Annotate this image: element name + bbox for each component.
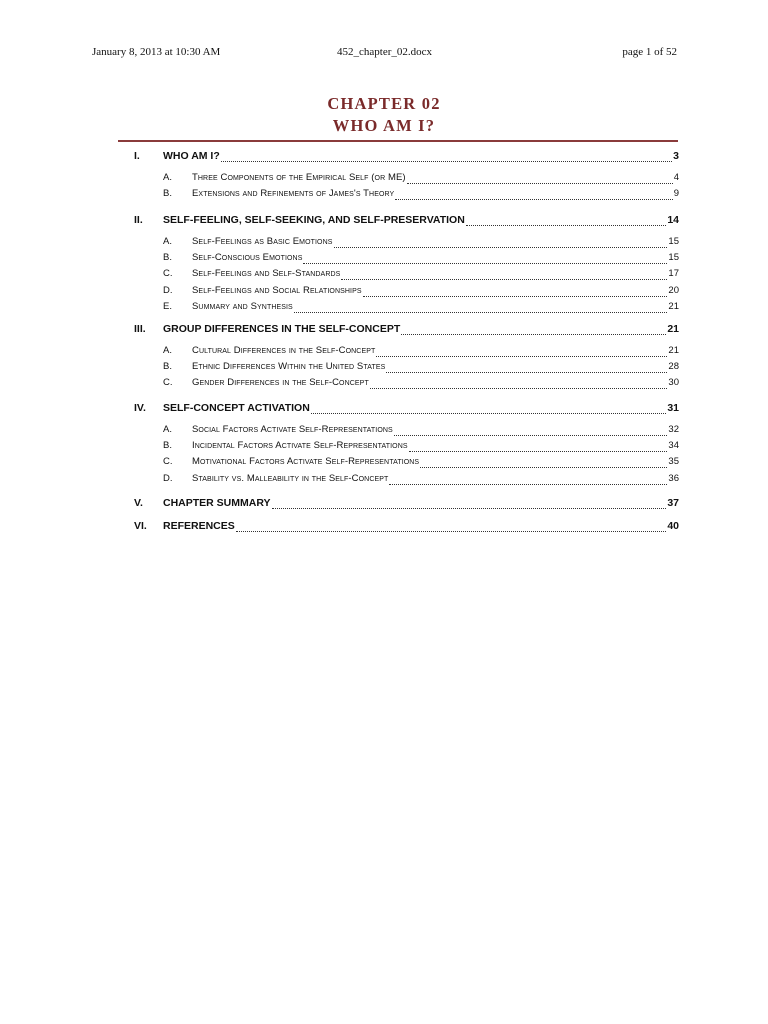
toc-section-row[interactable] <box>134 150 679 165</box>
toc-dot-leader <box>221 160 672 162</box>
toc-subsection-row[interactable] <box>163 456 679 471</box>
toc-dot-leader <box>311 412 667 414</box>
toc-subsection-letter: C. <box>163 377 173 389</box>
toc-subsection-letter: B. <box>163 440 172 452</box>
toc-section-title: WHO AM I? <box>163 150 220 162</box>
toc-dot-leader <box>420 466 667 468</box>
toc-section-title: SELF-CONCEPT ACTIVATION <box>163 402 310 414</box>
toc-dot-leader <box>363 295 668 297</box>
toc-dot-leader <box>370 387 668 389</box>
toc-subsection-letter: A. <box>163 236 172 247</box>
toc-subsection-row[interactable] <box>163 377 679 392</box>
toc-subsection-page: 35 <box>668 456 679 468</box>
toc-dot-leader <box>409 450 668 452</box>
toc-subsection-letter: A. <box>163 424 172 435</box>
toc-subsection-letter: D. <box>163 284 173 296</box>
toc-section-number: VI. <box>134 520 147 532</box>
toc-subsection-title: Incidental Factors Activate Self-Representations <box>192 440 408 452</box>
toc-dot-leader <box>376 355 667 357</box>
toc-subsection-title: Three Components of the Empirical Self (or ME) <box>192 172 406 183</box>
toc-section-number: I. <box>134 150 140 162</box>
toc-subsection-row[interactable] <box>163 236 679 251</box>
toc-subsection-page: 32 <box>668 424 679 435</box>
toc-subsection-letter: B. <box>163 361 172 373</box>
toc-subsection-page: 9 <box>673 188 679 200</box>
toc-section-title: REFERENCES <box>163 520 235 532</box>
toc-section-title: GROUP DIFFERENCES IN THE SELF-CONCEPT <box>163 323 401 335</box>
toc-subsection-row[interactable] <box>163 252 679 267</box>
toc-section-title: CHAPTER SUMMARY <box>163 497 271 509</box>
toc-subsection-row[interactable] <box>163 440 679 455</box>
chapter-number: CHAPTER 02 <box>327 94 441 113</box>
toc-dot-leader <box>394 434 668 436</box>
toc-dot-leader <box>341 278 667 280</box>
toc-dot-leader <box>272 507 667 509</box>
toc-section-row[interactable] <box>134 323 679 338</box>
toc-subsection-row[interactable] <box>163 424 679 439</box>
toc-section-number: IV. <box>134 402 146 414</box>
toc-dot-leader <box>334 246 668 248</box>
toc-dot-leader <box>386 371 667 373</box>
toc-section-page: 40 <box>667 520 679 532</box>
toc-subsection-row[interactable] <box>163 172 679 187</box>
toc-subsection-letter: E. <box>163 300 172 312</box>
toc-subsection-title: Motivational Factors Activate Self-Representations <box>192 456 420 468</box>
toc-subsection-title: Summary and Synthesis <box>192 300 293 312</box>
toc-subsection-letter: C. <box>163 268 173 280</box>
toc-subsection-row[interactable] <box>163 345 679 360</box>
toc-subsection-title: Self-Feelings and Social Relationships <box>192 284 362 296</box>
toc-subsection-page: 15 <box>668 236 679 247</box>
toc-subsection-page: 21 <box>668 345 679 356</box>
toc-subsection-title: Cultural Differences in the Self-Concept <box>192 345 376 356</box>
toc-subsection-letter: C. <box>163 456 173 468</box>
toc-subsection-page: 28 <box>668 361 679 373</box>
toc-subsection-page: 36 <box>668 472 679 484</box>
toc-dot-leader <box>466 224 667 226</box>
header-date: January 8, 2013 at 10:30 AM <box>92 46 221 58</box>
toc-subsection-page: 30 <box>668 377 679 389</box>
toc-section-title: SELF-FEELING, SELF-SEEKING, AND SELF-PRESERVATION <box>163 214 465 226</box>
toc-dot-leader <box>294 311 668 313</box>
toc-subsection-row[interactable] <box>163 285 679 300</box>
toc-subsection-title: Self-Conscious Emotions <box>192 252 303 264</box>
toc-subsection-row[interactable] <box>163 188 679 203</box>
toc-section-number: III. <box>134 323 146 335</box>
toc-subsection-row[interactable] <box>163 361 679 376</box>
toc-dot-leader <box>395 198 672 200</box>
toc-subsection-row[interactable] <box>163 268 679 283</box>
toc-section-row[interactable] <box>134 402 679 417</box>
toc-subsection-row[interactable] <box>163 473 679 488</box>
toc-section-number: V. <box>134 497 143 509</box>
toc-dot-leader <box>401 333 666 335</box>
toc-subsection-page: 15 <box>668 252 679 264</box>
toc-section-row[interactable] <box>134 214 679 229</box>
toc-subsection-row[interactable] <box>163 301 679 316</box>
toc-section-number: II. <box>134 214 143 226</box>
toc-subsection-title: Gender Differences in the Self-Concept <box>192 377 369 389</box>
toc-subsection-title: Self-Feelings as Basic Emotions <box>192 236 333 247</box>
chapter-name: WHO AM I? <box>332 116 436 135</box>
toc-section-page: 31 <box>667 402 679 414</box>
toc-subsection-page: 21 <box>668 300 679 312</box>
header-filename: 452_chapter_02.docx <box>337 46 432 58</box>
toc-dot-leader <box>303 262 667 264</box>
toc-subsection-page: 4 <box>673 172 679 183</box>
toc-section-row[interactable] <box>134 497 679 512</box>
toc-dot-leader <box>407 182 673 184</box>
toc-subsection-letter: A. <box>163 172 172 183</box>
toc-section-page: 21 <box>667 323 679 335</box>
toc-section-row[interactable] <box>134 520 679 535</box>
toc-section-page: 3 <box>673 150 679 162</box>
toc-section-page: 37 <box>667 497 679 509</box>
toc-subsection-title: Self-Feelings and Self-Standards <box>192 268 341 280</box>
toc-dot-leader <box>236 530 667 532</box>
toc-subsection-title: Stability vs. Malleability in the Self-Concept <box>192 472 389 484</box>
header-page-number: page 1 of 52 <box>622 46 677 58</box>
toc-subsection-title: Extensions and Refinements of James's Theory <box>192 188 395 200</box>
toc-subsection-title: Ethnic Differences Within the United States <box>192 361 386 373</box>
toc-dot-leader <box>389 483 667 485</box>
toc-subsection-letter: D. <box>163 472 173 484</box>
toc-subsection-page: 20 <box>668 284 679 296</box>
toc-subsection-letter: B. <box>163 188 172 200</box>
toc-subsection-title: Social Factors Activate Self-Representations <box>192 424 393 435</box>
toc-subsection-letter: B. <box>163 252 172 264</box>
toc-subsection-page: 17 <box>668 268 679 280</box>
toc-subsection-letter: A. <box>163 345 172 356</box>
toc-section-page: 14 <box>667 214 679 226</box>
toc-subsection-page: 34 <box>668 440 679 452</box>
